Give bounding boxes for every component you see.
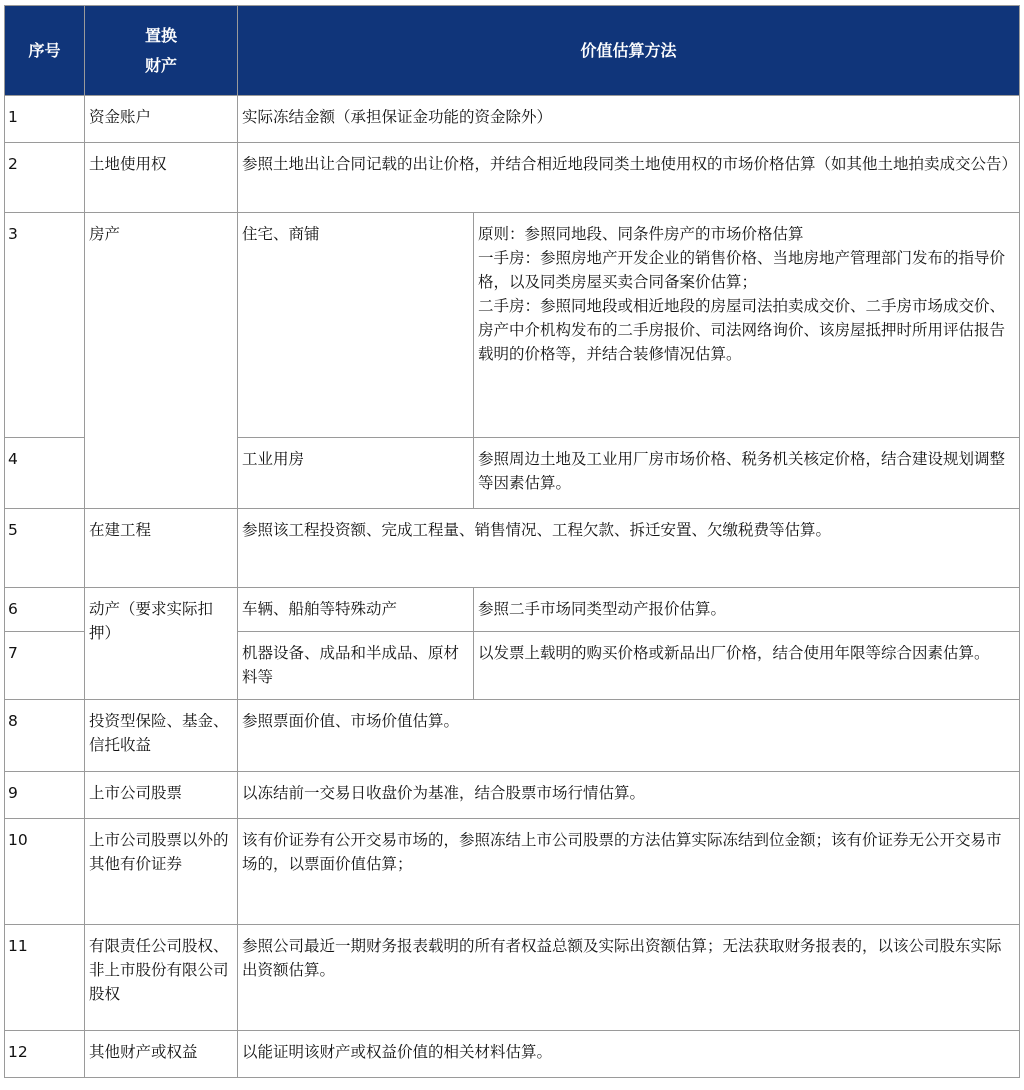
asset-cell: 资金账户	[85, 96, 238, 143]
asset-cell: 在建工程	[85, 509, 238, 588]
method-cell	[474, 213, 1020, 438]
row-number: 10	[5, 819, 85, 925]
sub-asset-cell: 车辆、船舶等特殊动产	[238, 588, 474, 632]
method-cell: 以发票上载明的购买价格或新品出厂价格，结合使用年限等综合因素估算。	[474, 632, 1020, 700]
sub-asset-cell: 住宅、商铺	[238, 213, 474, 438]
method-cell: 实际冻结金额（承担保证金功能的资金除外）	[238, 96, 1020, 143]
header-valuation-method: 价值估算方法	[238, 6, 1020, 96]
asset-cell: 其他财产或权益	[85, 1031, 238, 1078]
row-number: 5	[5, 509, 85, 588]
sub-asset-cell: 机器设备、成品和半成品、原材料等	[238, 632, 474, 700]
table-row	[5, 925, 1020, 1031]
table-row	[5, 143, 1020, 213]
row-number: 1	[5, 96, 85, 143]
method-cell: 参照土地出让合同记载的出让价格，并结合相近地段同类土地使用权的市场价格估算（如其他土地拍卖成交公告）	[238, 143, 1020, 213]
method-cell: 参照该工程投资额、完成工程量、销售情况、工程欠款、拆迁安置、欠缴税费等估算。	[238, 509, 1020, 588]
asset-cell: 有限责任公司股权、非上市股份有限公司股权	[85, 925, 238, 1031]
row-number: 3	[5, 213, 85, 438]
row-number: 2	[5, 143, 85, 213]
table-row	[5, 96, 1020, 143]
header-replacement-asset	[85, 6, 238, 96]
table-row	[5, 509, 1020, 588]
asset-cell: 房产	[85, 213, 238, 509]
method-line-second-hand: 二手房：参照同地段或相近地段的房屋司法拍卖成交价、二手房市场成交价、房产中介机构发布的二手房报价、司法网络询价、该房屋抵押时所用评估报告载明的价格等，并结合装修情况估算。	[478, 297, 1006, 363]
valuation-table	[4, 5, 1020, 1078]
asset-cell: 上市公司股票以外的其他有价证券	[85, 819, 238, 925]
header-asset-line2: 财产	[144, 55, 177, 75]
method-cell: 以冻结前一交易日收盘价为基准，结合股票市场行情估算。	[238, 772, 1020, 819]
row-number: 6	[5, 588, 85, 632]
method-cell: 参照票面价值、市场价值估算。	[238, 700, 1020, 772]
row-number: 11	[5, 925, 85, 1031]
asset-cell: 投资型保险、基金、信托收益	[85, 700, 238, 772]
row-number: 8	[5, 700, 85, 772]
table-row	[5, 700, 1020, 772]
table-row	[5, 213, 1020, 438]
table-row	[5, 588, 1020, 632]
header-serial-number: 序号	[5, 6, 85, 96]
method-cell: 以能证明该财产或权益价值的相关材料估算。	[238, 1031, 1020, 1078]
table-row	[5, 1031, 1020, 1078]
sub-asset-cell: 工业用房	[238, 438, 474, 509]
method-line-new-house: 一手房：参照房地产开发企业的销售价格、当地房地产管理部门发布的指导价格，以及同类房屋买卖合同备案价估算；	[478, 249, 1006, 291]
row-number: 9	[5, 772, 85, 819]
row-number: 12	[5, 1031, 85, 1078]
method-cell: 参照周边土地及工业用厂房市场价格、税务机关核定价格，结合建设规划调整等因素估算。	[474, 438, 1020, 509]
asset-cell: 上市公司股票	[85, 772, 238, 819]
table-row	[5, 819, 1020, 925]
row-number: 4	[5, 438, 85, 509]
method-cell: 该有价证券有公开交易市场的，参照冻结上市公司股票的方法估算实际冻结到位金额；该有价证券无公开交易市场的，以票面价值估算；	[238, 819, 1020, 925]
asset-cell: 动产（要求实际扣押）	[85, 588, 238, 700]
header-asset-line1: 置换	[144, 25, 177, 45]
row-number: 7	[5, 632, 85, 700]
method-line-principle: 原则：参照同地段、同条件房产的市场价格估算	[478, 225, 804, 243]
asset-cell: 土地使用权	[85, 143, 238, 213]
table-row	[5, 772, 1020, 819]
method-cell: 参照二手市场同类型动产报价估算。	[474, 588, 1020, 632]
table-header-row	[5, 6, 1020, 96]
method-cell: 参照公司最近一期财务报表载明的所有者权益总额及实际出资额估算；无法获取财务报表的，以该公司股东实际出资额估算。	[238, 925, 1020, 1031]
